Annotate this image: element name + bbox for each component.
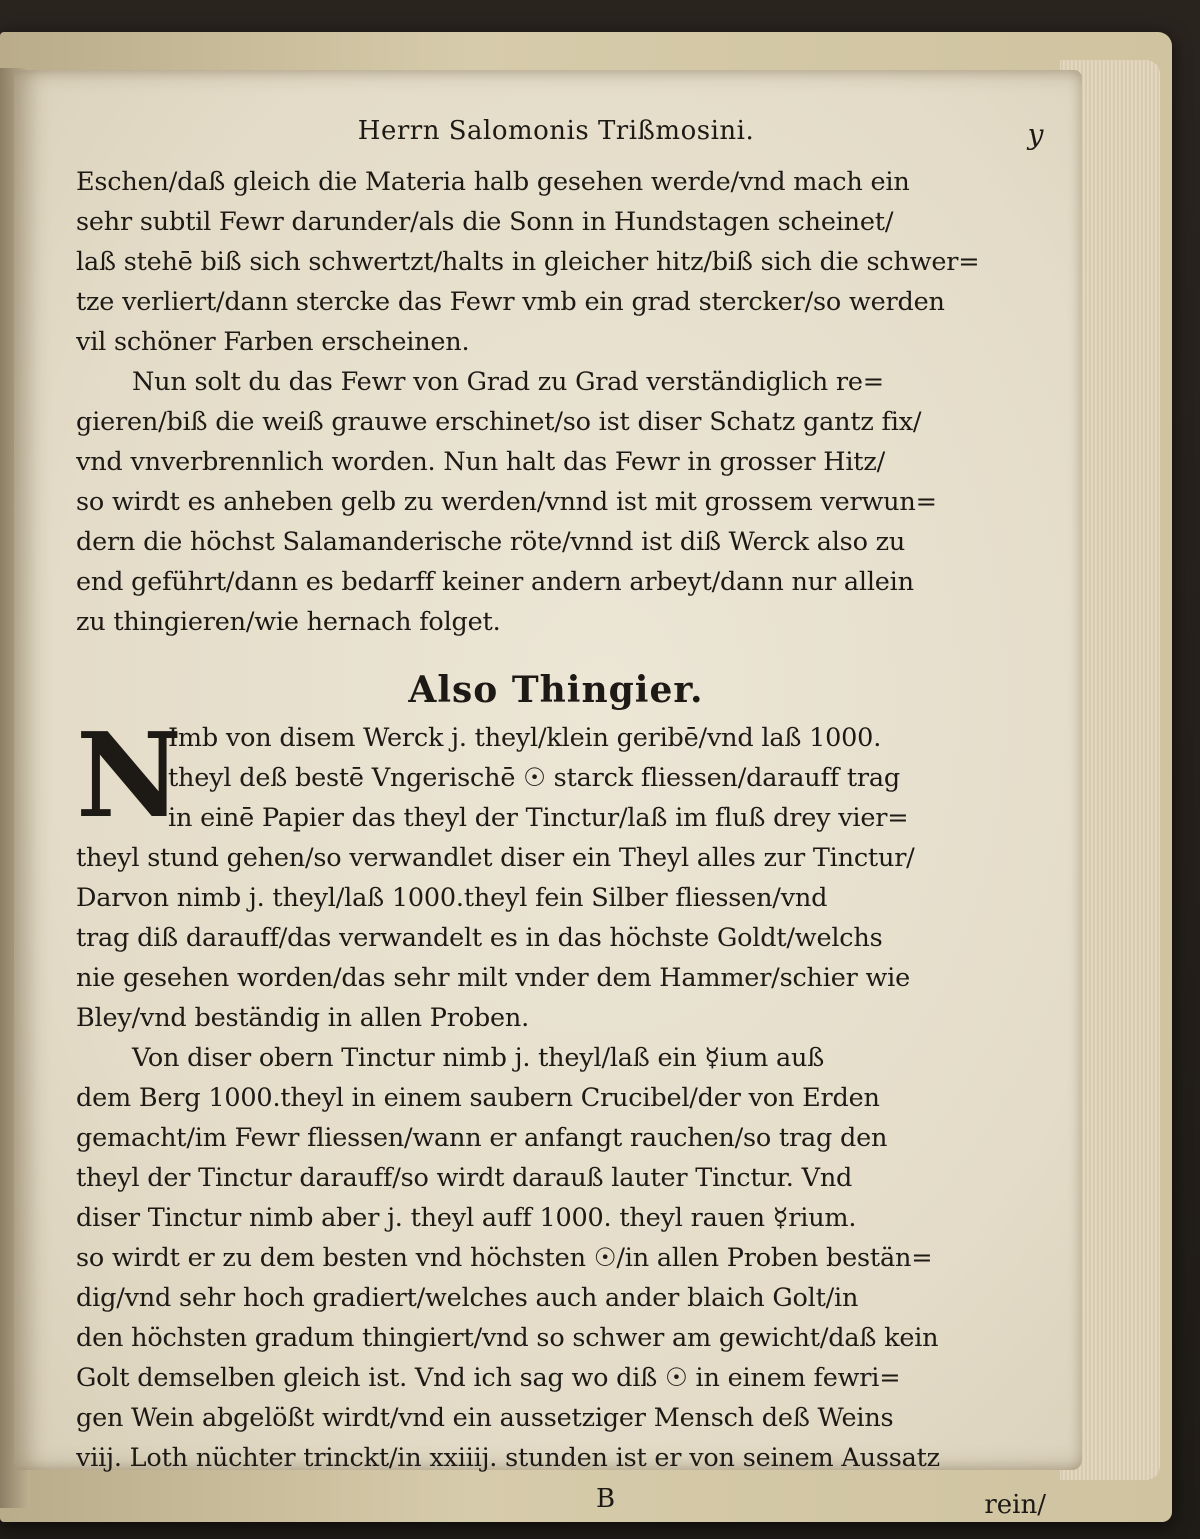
text-line: Nun solt du das Fewr von Grad zu Grad verständiglich re= (132, 367, 884, 397)
text-line: Imb von disem Werck j. theyl/klein geribē/vnd laß 1000. (168, 723, 882, 753)
text-line: vnd vnverbrennlich worden. Nun halt das Fewr in grosser Hitz/ (76, 447, 885, 477)
text-line: sehr subtil Fewr darunder/als die Sonn in Hundstagen scheinet/ (76, 207, 894, 237)
running-head-title: Herrn Salomonis Trißmosini. (357, 116, 755, 146)
signature-mark: B (596, 1484, 616, 1514)
text-line: so wirdt es anheben gelb zu werden/vnnd ist mit grossem verwun= (76, 487, 937, 517)
text-line: trag diß darauff/das verwandelt es in das höchste Goldt/welchs (76, 923, 883, 953)
text-line: theyl stund gehen/so verwandlet diser ein Theyl alles zur Tinctur/ (76, 843, 915, 873)
section-heading: Also Thingier. (408, 669, 704, 711)
text-line: Darvon nimb j. theyl/laß 1000.theyl fein Silber fliessen/vnd (76, 883, 828, 913)
text-line: den höchsten gradum thingiert/vnd so schwer am gewicht/daß kein (76, 1323, 939, 1353)
text-line: in einē Papier das theyl der Tinctur/laß im fluß drey vier= (168, 803, 909, 833)
page-footer (76, 1478, 1046, 1520)
folio: y (1027, 118, 1044, 151)
book-page (14, 70, 1082, 1520)
paragraph-1 (76, 162, 1036, 362)
text-line: tze verliert/dann stercke das Fewr vmb ein grad stercker/so werden (76, 287, 945, 317)
text-line: dem Berg 1000.theyl in einem saubern Crucibel/der von Erden (76, 1083, 880, 1113)
text-line: nie gesehen worden/das sehr milt vnder dem Hammer/schier wie (76, 963, 910, 993)
text-line: vil schöner Farben erscheinen. (76, 327, 470, 357)
text-line: theyl der Tinctur darauff/so wirdt darauß lauter Tinctur. Vnd (76, 1163, 853, 1193)
text-line: Golt demselben gleich ist. Vnd ich sag wo diß ☉ in einem fewri= (76, 1363, 901, 1393)
decorated-initial: N (76, 708, 183, 844)
paragraph-3 (76, 708, 1036, 1038)
text-line: Bley/vnd beständig in allen Proben. (76, 1003, 529, 1033)
text-line: gemacht/im Fewr fliessen/wann er anfangt rauchen/so trag den (76, 1123, 888, 1153)
text-line: dig/vnd sehr hoch gradiert/welches auch ander blaich Golt/in (76, 1283, 859, 1313)
text-line: viij. Loth nüchter trinckt/in xxiiij. stunden ist er von seinem Aussatz (76, 1443, 940, 1473)
text-line: zu thingieren/wie hernach folget. (76, 607, 501, 637)
text-line: so wirdt er zu dem besten vnd höchsten ☉/in allen Proben bestän= (76, 1243, 933, 1273)
text-line: theyl deß bestē Vngerischē ☉ starck fliessen/darauff trag (168, 763, 901, 793)
running-head (76, 116, 1044, 162)
text-line: dern die höchst Salamanderische röte/vnnd ist diß Werck also zu (76, 527, 906, 557)
page-text (76, 116, 1046, 1520)
paragraph-4 (76, 1038, 1036, 1478)
text-line: Eschen/daß gleich die Materia halb gesehen werde/vnd mach ein (76, 167, 910, 197)
text-line: gieren/biß die weiß grauwe erschinet/so ist diser Schatz gantz fix/ (76, 407, 922, 437)
paragraph-2 (76, 362, 1036, 642)
text-line: diser Tinctur nimb aber j. theyl auff 1000. theyl rauen ☿rium. (76, 1203, 857, 1233)
catchword: rein/ (984, 1490, 1046, 1520)
text-line: Von diser obern Tinctur nimb j. theyl/laß ein ☿ium auß (132, 1043, 825, 1073)
text-line: laß stehē biß sich schwertzt/halts in gleicher hitz/biß sich die schwer= (76, 247, 980, 277)
text-line: gen Wein abgelößt wirdt/vnd ein aussetziger Mensch deß Weins (76, 1403, 894, 1433)
text-line: end geführt/dann es bedarff keiner andern arbeyt/dann nur allein (76, 567, 914, 597)
